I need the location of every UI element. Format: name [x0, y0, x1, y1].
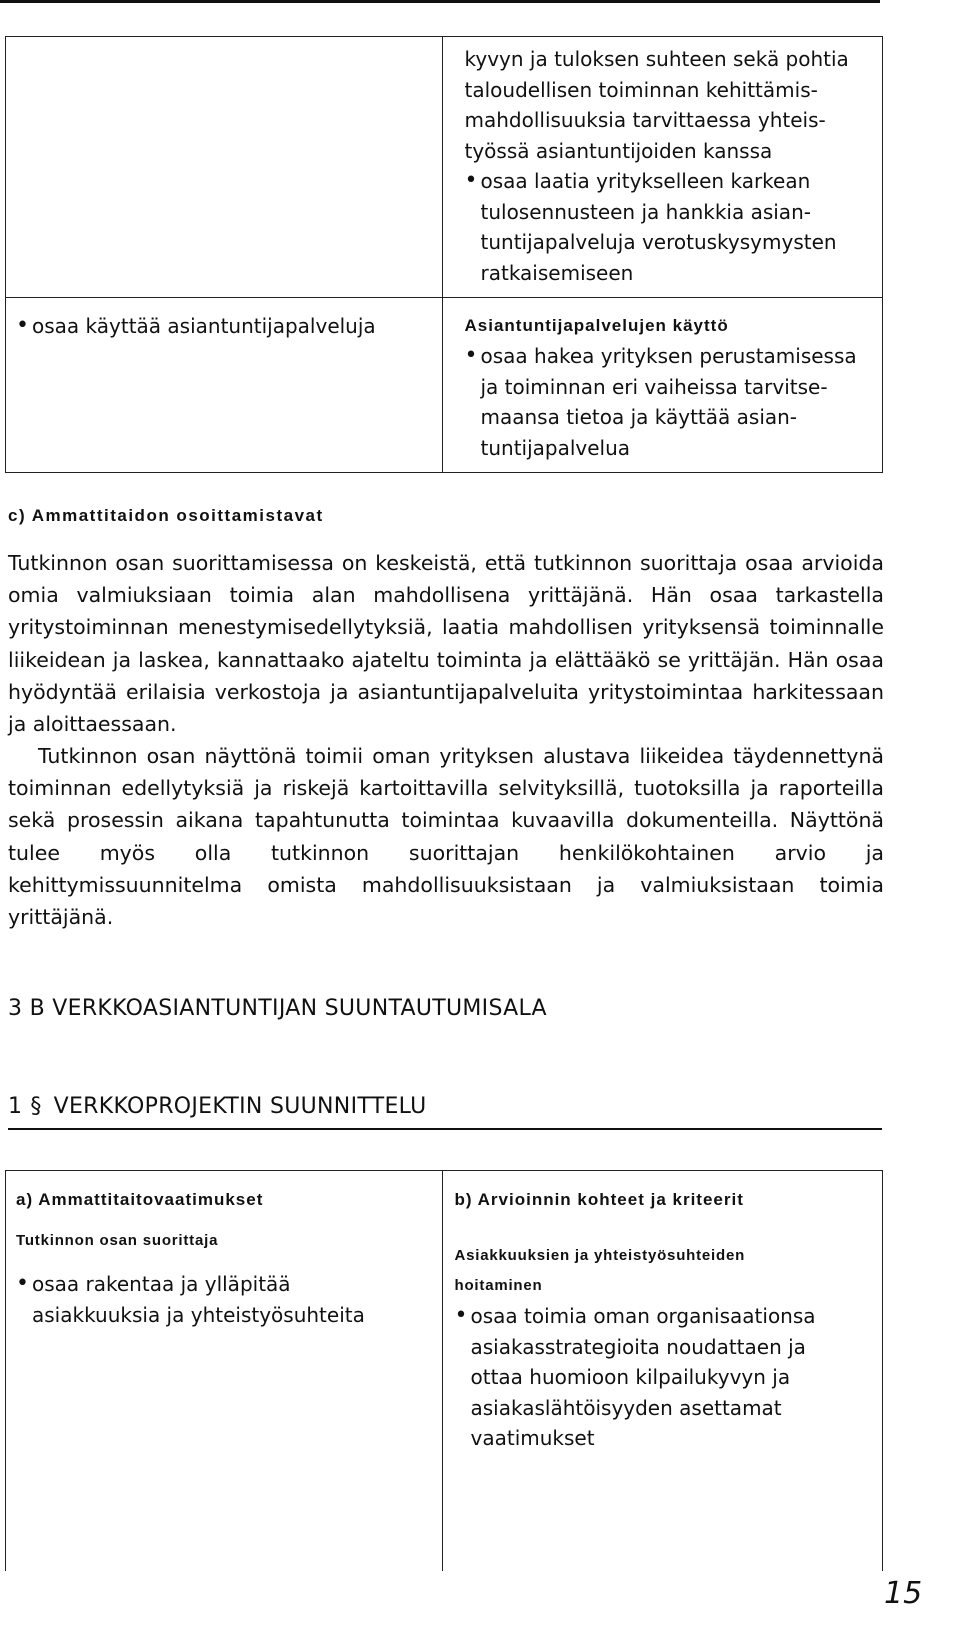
body-paragraph: Tutkinnon osan suorittamisessa on keskeistä, että tutkinnon suorittaja osaa arvioida omia valmiuksiaan toimia alan mahdollisena yrittäjänä. Hän osaa tarkastella yritystoiminnan menestymisedellytyksiä, laatia mahdollisen yrityksensä toiminnalle liikeidean ja laskea, kannattaako ajateltu toiminta ja elättääkö se yrittäjän. Hän osaa hyödyntää erilaisia verkostoja ja asiantuntijapalveluita yritystoimintaa harkitessaan ja aloittaessaan.	[8, 551, 884, 737]
text-line: tuntijapalvelua	[480, 435, 631, 460]
text-line: asiakasstrategioita noudattaen ja	[470, 1334, 806, 1359]
table-cell-requirements	[6, 1171, 443, 1571]
text-line: työssä asiantuntijoiden kanssa	[464, 138, 773, 163]
table-row	[6, 298, 883, 473]
criteria-heading: Asiantuntijapalvelujen käyttö	[464, 316, 729, 335]
table-cell-requirement	[6, 298, 443, 472]
text-line: ja toiminnan eri vaiheissa tarvitse-	[480, 374, 828, 399]
bullet-item	[465, 166, 869, 288]
criteria-text	[465, 44, 869, 166]
section-sign: §	[30, 1094, 42, 1119]
text-line: hoitaminen	[454, 1277, 543, 1294]
text-line: • osaa rakentaa ja ylläpitää	[32, 1272, 291, 1296]
column-subheading: Tutkinnon osan suorittaja	[16, 1232, 219, 1249]
subchapter-heading	[8, 1094, 427, 1119]
text-line: • osaa hakea yrityksen perustamisessa	[480, 344, 857, 368]
table-cell-empty	[6, 37, 443, 297]
text-line: tulosennusteen ja hankkia asian-	[480, 199, 811, 224]
text-line: vaatimukset	[470, 1426, 595, 1450]
page-number: 15	[884, 1576, 923, 1611]
text-line: maansa tietoa ja käyttää asian-	[480, 405, 798, 429]
section-heading: c) Ammattitaidon osoittamistavat	[8, 506, 324, 525]
table-cell-criteria	[443, 1171, 884, 1571]
text-line: tuntijapalveluja verotuskysymysten	[480, 230, 837, 254]
skills-table-continued	[5, 36, 883, 473]
text-line: Asiakkuuksien ja yhteistyösuhteiden	[454, 1247, 746, 1264]
table-cell-criteria	[443, 298, 884, 472]
text-line: taloudellisen toiminnan kehittämis-	[464, 77, 818, 102]
table-cell-criteria	[443, 37, 884, 297]
text-line: ottaa huomioon kilpailukyvyn ja	[470, 1365, 791, 1389]
text-line: kyvyn ja tuloksen suhteen sekä pohtia	[464, 47, 849, 71]
text-line: • osaa toimia oman organisaationsa	[470, 1304, 816, 1328]
body-paragraph: Tutkinnon osan näyttönä toimii oman yrityksen alustava liikeidea täydennettynä toiminnan edellytyksiä ja riskejä kartoittavilla selvityksillä, tuotoksilla ja raporteilla sekä prosessin aikana tapahtunutta toimintaa kuvaavilla dokumenteilla. Näyttönä tulee myös olla tutkinnon suorittajan henkilökohtainen arvio ja kehittymissuunnitelma omista mahdollisuuksistaan ja valmiuksistaan toimia yrittäjänä.	[8, 744, 884, 930]
text-line: asiakaslähtöisyyden asettamat	[470, 1395, 782, 1420]
bullet-item	[465, 341, 869, 463]
text-line: • osaa käyttää asiantuntijapalveluja	[32, 314, 376, 338]
chapter-heading: 3 B VERKKOASIANTUNTIJAN SUUNTAUTUMISALA	[8, 996, 547, 1021]
heading-number: 1	[8, 1094, 23, 1119]
column-heading: a) Ammattitaitovaatimukset	[16, 1190, 264, 1209]
text-line: ratkaisemiseen	[480, 260, 634, 285]
text-line: • osaa laatia yritykselleen karkean	[480, 169, 811, 193]
bullet-item	[16, 311, 428, 342]
bullet-item	[16, 1269, 428, 1330]
top-rule	[0, 0, 880, 3]
text-line: asiakkuuksia ja yhteistyösuhteita	[32, 1302, 365, 1327]
criteria-heading	[455, 1241, 869, 1301]
text-line: mahdollisuuksia tarvittaessa yhteis-	[464, 108, 826, 132]
table-row	[6, 37, 883, 298]
skills-table	[5, 1170, 883, 1571]
table-row	[6, 1171, 883, 1571]
heading-text: VERKKOPROJEKTIN SUUNNITTELU	[53, 1094, 427, 1119]
column-heading: b) Arvioinnin kohteet ja kriteerit	[454, 1190, 744, 1209]
bullet-item	[455, 1301, 869, 1454]
heading-rule	[8, 1128, 882, 1130]
